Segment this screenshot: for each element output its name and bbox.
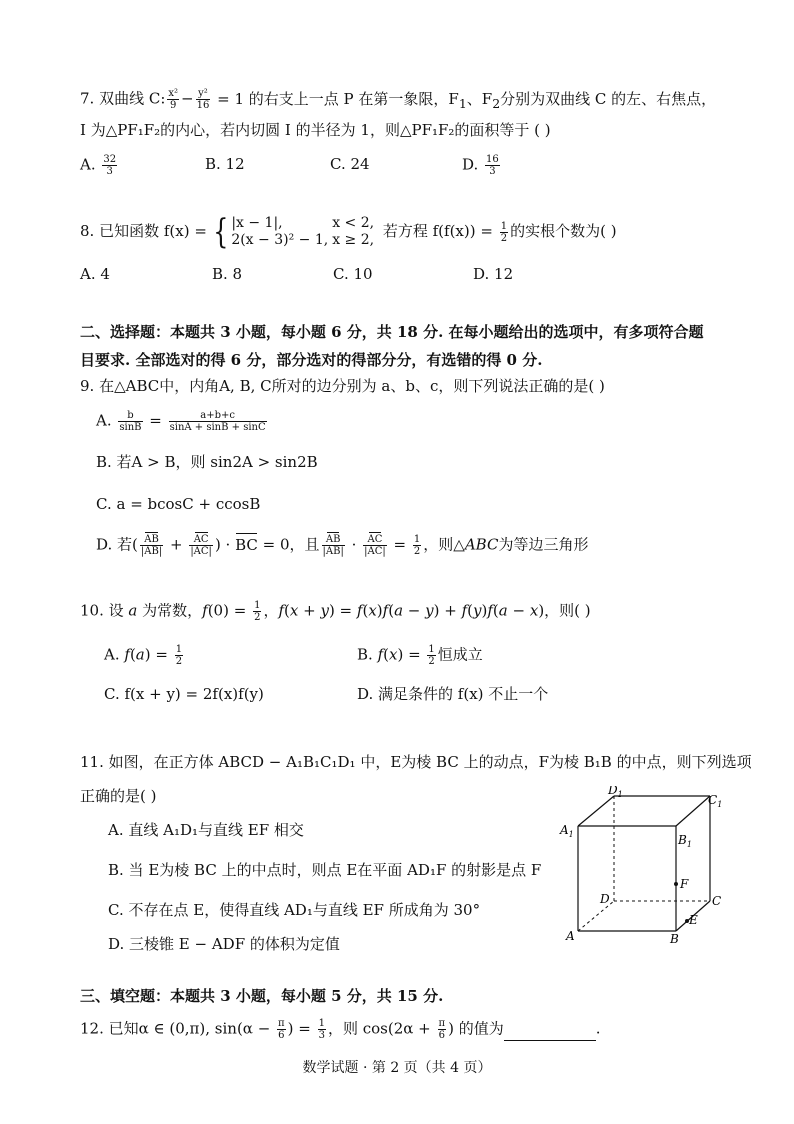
q10-option-c: C. f(x + y) = 2f(x)f(y) [104,685,264,703]
q8-option-c: C. 10 [333,265,373,283]
cube-figure [556,786,732,946]
q9-stem: 9. 在△ABC中，内角A, B, C所对的边分别为 a、b、c，则下列说法正确的是( ) [80,377,605,395]
label-e: E [689,913,698,927]
q9-option-c: C. a = bcosC + ccosB [96,495,261,513]
section2-heading-line1: 二、选择题：本题共 3 小题，每小题 6 分，共 18 分. 在每小题给出的选项中，有多项符合题 [80,323,704,341]
page-footer: 数学试题 · 第 2 页（共 4 页） [302,1060,492,1076]
q9-option-b: B. 若A > B，则 sin2A > sin2B [96,453,318,471]
q9-option-d: D. 若( $\frac{AB}{|AB|}$ + $\frac{AC}{|AC|}$ ) · BC = 0，且 $\frac{AB}{|AB|}$ · $\frac{AC}{|AC|}$ = $\frac{1}{2}$ ，则△ABC为等边三角形 [96,534,589,557]
label-b: B [670,932,679,946]
q10-option-d: D. 满足条件的 f(x) 不止一个 [357,685,549,703]
q7-option-a: A. $\frac{32}{3}$ [80,154,117,177]
q10-stem: 10. 设 a 为常数，f(0) = $\frac{1}{2}$ ，f(x + y) = f(x)f(a − y) + f(y)f(a − x)，则( ) [80,600,591,623]
q10-option-a: A. f(a) = $\frac{1}{2}$ [104,644,183,667]
q11-stem-line2: 正确的是( ) [80,787,157,805]
label-f: F [680,877,689,891]
answer-blank[interactable] [504,1024,596,1041]
q7-option-d: D. $\frac{16}{3}$ [462,154,499,177]
q7-option-c: C. 24 [330,155,370,173]
q8-option-a: A. 4 [80,265,110,283]
q8-option-d: D. 12 [473,265,514,283]
q8-stem: 8. 已知函数 f(x) = { |x − 1|, x < 2, 2(x − 3)² − 1, x ≥ 2, 若方程 f(f(x)) = $\frac{1}{2}$ 的实根个数为( ) [80,212,617,252]
section2-heading-line2: 目要求. 全部选对的得 6 分，部分选对的得部分分，有选错的得 0 分. [80,351,543,369]
q11-option-a: A. 直线 A₁D₁与直线 EF 相交 [108,821,304,839]
section3-heading: 三、填空题：本题共 3 小题，每小题 5 分，共 15 分. [80,987,444,1005]
label-b1: $B_1$ [678,833,692,849]
label-d: D [600,892,610,906]
q10-option-b: B. f(x) = $\frac{1}{2}$ 恒成立 [357,644,483,667]
label-a: A [566,929,575,943]
q11-option-c: C. 不存在点 E，使得直线 AD₁与直线 EF 所成角为 30° [108,901,481,919]
q7-line1: 7. 双曲线 C: $\frac{\text{x²}}{9}$ − $\frac{\text{y²}}{16}$ = 1 的右支上一点 P 在第一象限，$F_1$、$F_2$分别为双曲线 C 的左、右焦点， [80,88,717,111]
cube-diagram [556,786,732,946]
q8-option-b: B. 8 [212,265,243,283]
q7-line2: I 为△PF₁F₂的内心，若内切圆 I 的半径为 1，则△PF₁F₂的面积等于 ( ) [80,121,551,139]
label-c1: $C_1$ [708,793,723,809]
q11-stem-line1: 11. 如图，在正方体 ABCD − A₁B₁C₁D₁ 中，E为棱 BC 上的动点，F为棱 B₁B 的中点，则下列选项 [80,753,752,771]
label-a1: $A_1$ [560,823,574,839]
label-d1: $D_1$ [608,786,623,799]
q11-option-b: B. 当 E为棱 BC 上的中点时，则点 E在平面 AD₁F 的射影是点 F [108,861,542,879]
q12-stem: 12. 已知α ∈ (0,π), sin(α − $\frac{\pi}{6}$ ) = $\frac{1}{3}$ ，则 cos(2α + $\frac{\pi}{6}$ ) 的值为 . [80,1018,601,1041]
label-c: C [712,894,722,908]
q7-option-b: B. 12 [205,155,245,173]
q9-option-a: A. $\frac{b}{\sin B}$ = $\frac{a+b+c}{\sin A + \sin B + \sin C}$ [96,410,266,433]
q11-option-d: D. 三棱锥 E − ADF 的体积为定值 [108,935,340,953]
